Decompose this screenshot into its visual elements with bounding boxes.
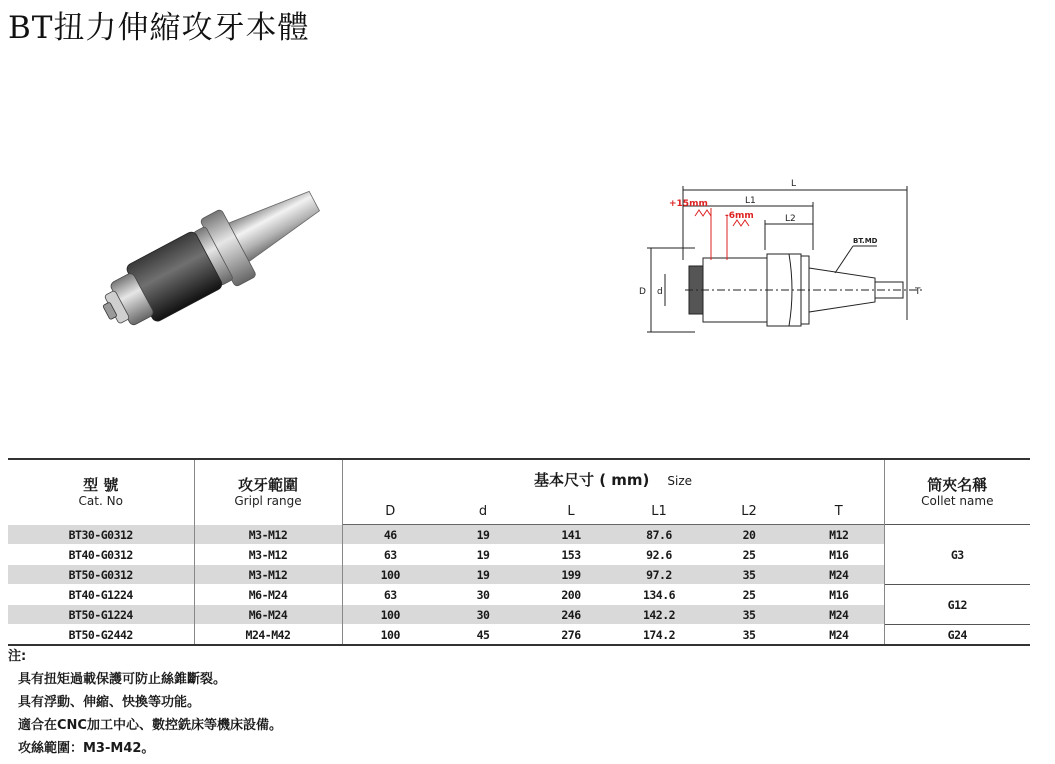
cell-range: M24-M42 — [194, 625, 342, 646]
cell-cat: BT40-G1224 — [8, 585, 194, 605]
notes-list — [8, 668, 282, 760]
spec-table — [8, 458, 1030, 646]
cell-D: 63 — [342, 585, 438, 605]
label-bt: BT.MD — [853, 237, 878, 245]
dim-header-L2: L2 — [704, 498, 794, 525]
cell-cat: BT50-G0312 — [8, 565, 194, 585]
cell-T: M16 — [794, 545, 884, 565]
cell-D: 100 — [342, 625, 438, 646]
cell-L1: 87.6 — [614, 525, 704, 545]
label-minus6: -6mm — [725, 211, 754, 221]
cell-L2: 25 — [704, 545, 794, 565]
cell-L2: 20 — [704, 525, 794, 545]
dim-header-L1: L1 — [614, 498, 704, 525]
label-T: T — [915, 287, 921, 297]
cell-range: M6-M24 — [194, 585, 342, 605]
note-item: 具有扭矩過載保護可防止絲錐斷裂。 — [18, 672, 227, 687]
note-item: 具有浮動、伸縮、快換等功能。 — [18, 695, 201, 710]
table-row — [8, 545, 1030, 565]
cell-D: 63 — [342, 545, 438, 565]
cell-d: 19 — [438, 565, 528, 585]
cell-L1: 92.6 — [614, 545, 704, 565]
cell-range: M6-M24 — [194, 605, 342, 625]
cell-L: 276 — [528, 625, 614, 646]
cell-T: M24 — [794, 605, 884, 625]
notes-heading: 注: — [8, 649, 27, 664]
cell-collet: G12 — [884, 585, 1030, 625]
col-model-header: 型 號 Cat. No — [8, 459, 194, 525]
cell-d: 19 — [438, 525, 528, 545]
col-collet-header: 筒夾名稱 Collet name — [884, 459, 1030, 525]
table-row — [8, 565, 1030, 585]
cell-L1: 134.6 — [614, 585, 704, 605]
cell-L1: 174.2 — [614, 625, 704, 646]
cell-range: M3-M12 — [194, 525, 342, 545]
label-D: D — [639, 287, 646, 297]
cell-collet: G3 — [884, 525, 1030, 585]
cell-L: 246 — [528, 605, 614, 625]
cell-L: 199 — [528, 565, 614, 585]
table-row — [8, 625, 1030, 646]
label-d: d — [657, 287, 663, 297]
dim-header-D: D — [342, 498, 438, 525]
cell-L2: 35 — [704, 565, 794, 585]
cell-D: 100 — [342, 605, 438, 625]
label-L2: L2 — [785, 214, 796, 224]
cell-T: M24 — [794, 625, 884, 646]
note-item: 適合在CNC加工中心、數控銑床等機床設備。 — [18, 718, 282, 733]
cell-cat: BT30-G0312 — [8, 525, 194, 545]
page-title: BT扭力伸縮攻牙本體 — [8, 10, 310, 46]
note-item: 攻絲範圍：M3-M42。 — [18, 741, 155, 756]
product-photo — [90, 165, 340, 345]
table-row — [8, 525, 1030, 545]
cell-L1: 97.2 — [614, 565, 704, 585]
cell-D: 100 — [342, 565, 438, 585]
table-row — [8, 585, 1030, 605]
label-plus15: +15mm — [669, 199, 708, 209]
col-range-header: 攻牙範圍 Gripl range — [194, 459, 342, 525]
cell-collet: G24 — [884, 625, 1030, 646]
cell-cat: BT50-G1224 — [8, 605, 194, 625]
cell-L2: 35 — [704, 625, 794, 646]
cell-d: 19 — [438, 545, 528, 565]
cell-d: 30 — [438, 585, 528, 605]
technical-drawing — [625, 170, 945, 345]
cell-L2: 25 — [704, 585, 794, 605]
label-L1: L1 — [745, 196, 756, 206]
dim-header-d: d — [438, 498, 528, 525]
cell-T: M16 — [794, 585, 884, 605]
cell-cat: BT40-G0312 — [8, 545, 194, 565]
cell-T: M12 — [794, 525, 884, 545]
cell-L: 200 — [528, 585, 614, 605]
dim-header-T: T — [794, 498, 884, 525]
notes-section — [8, 645, 282, 760]
cell-range: M3-M12 — [194, 565, 342, 585]
table-row — [8, 605, 1030, 625]
cell-L2: 35 — [704, 605, 794, 625]
cell-L: 141 — [528, 525, 614, 545]
label-L: L — [791, 179, 797, 189]
col-dims-header: 基本尺寸 ( mm) Size — [342, 459, 884, 498]
cell-D: 46 — [342, 525, 438, 545]
dim-header-L: L — [528, 498, 614, 525]
cell-L1: 142.2 — [614, 605, 704, 625]
cell-d: 45 — [438, 625, 528, 646]
cell-L: 153 — [528, 545, 614, 565]
cell-range: M3-M12 — [194, 545, 342, 565]
cell-cat: BT50-G2442 — [8, 625, 194, 646]
cell-d: 30 — [438, 605, 528, 625]
cell-T: M24 — [794, 565, 884, 585]
